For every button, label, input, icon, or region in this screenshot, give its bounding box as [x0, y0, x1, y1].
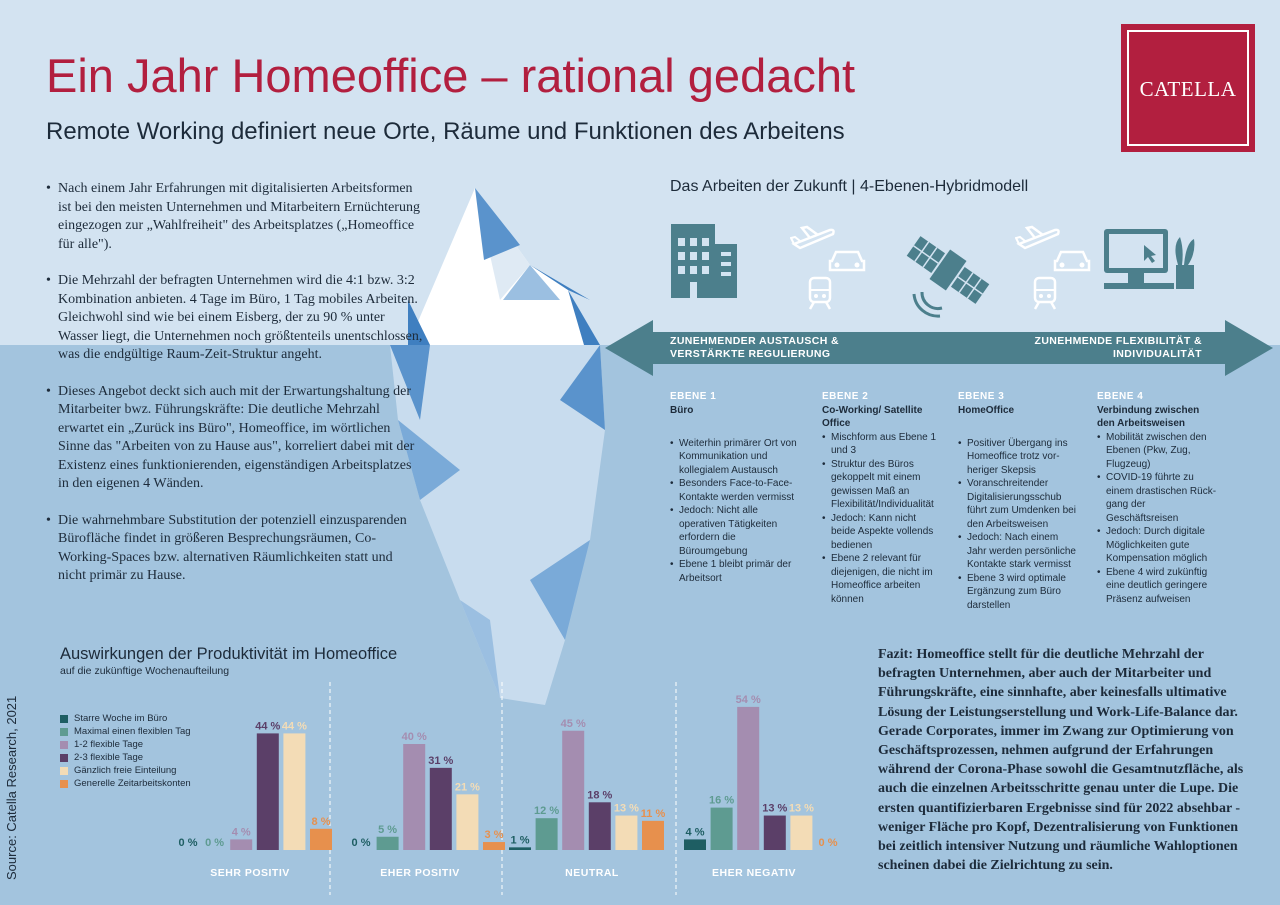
level-item: • Ebene 3 wird optimale Ergänzung zum Büro darstellen — [958, 572, 1076, 613]
model-title: Das Arbeiten der Zukunft | 4-Ebenen-Hybridmodell — [670, 178, 1029, 195]
legend-label: 1-2 flexible Tage — [74, 739, 144, 750]
bar — [430, 768, 452, 850]
catella-logo — [1121, 24, 1255, 152]
home-workstation-icon — [1100, 225, 1200, 307]
bar — [377, 837, 399, 850]
legend-label: Starre Woche im Büro — [74, 713, 168, 724]
level-number: EBENE 2 — [822, 391, 869, 402]
bar-value-label: 44 % — [255, 720, 281, 733]
car-icon — [827, 245, 867, 275]
level-1 — [670, 390, 800, 585]
bar-value-label: 31 % — [428, 754, 454, 767]
level-number: EBENE 3 — [958, 391, 1005, 402]
bar — [283, 733, 305, 850]
bar-value-label: 4 % — [685, 826, 705, 839]
level-item: • Jedoch: Kann nicht beide Aspekte vollends bedienen — [822, 512, 940, 553]
bar-value-label: 16 % — [709, 794, 735, 807]
bar — [764, 816, 786, 850]
bar — [536, 818, 558, 850]
bar-value-label: 4 % — [231, 826, 251, 839]
bullet-item: • Dieses Angebot deckt sich auch mit der Erwartungshaltung der Mitarbeiter bwz. Führungskräfte: Die deutliche Mehrzahl erwartet ein „Zurück ins Büro", Homeoffice, im wörtlichen Sinne das "Arbeiten von zu Hause aus", korreliert dabei mit der Existenz eines funktionierenden, eigenständigen Arbeitsplatzes in den eigenen 4 Wänden. — [44, 383, 424, 494]
level-item: • Voranschreitender Digitalisierungsschub führt zum Umdenken bei den Arbeitsweisen — [958, 477, 1076, 531]
bar-value-label: 44 % — [281, 720, 307, 733]
level-item: • COVID-19 führte zu einem drastischen Rückgang der Geschäftsreisen — [1097, 471, 1219, 525]
bar — [403, 744, 425, 850]
level-item: • Ebene 2 relevant für diejenigen, die nicht im Homeoffice arbeiten können — [822, 552, 940, 606]
level-item: • Struktur des Büros gekoppelt mit einem gewissen Maß an Flexibilität/Individualität — [822, 458, 940, 512]
level-item: • Mobilität zwischen den Ebenen (Pkw, Zug, Flugzeug) — [1097, 431, 1219, 472]
legend-label: 2-3 flexible Tage — [74, 752, 144, 763]
office-building-icon — [665, 218, 745, 300]
level-2 — [822, 390, 940, 606]
bar — [589, 802, 611, 850]
bar — [456, 794, 478, 850]
car-icon — [1052, 245, 1092, 275]
bar-value-label: 12 % — [534, 805, 560, 818]
chart-title: Auswirkungen der Produktivität im Homeoffice — [60, 645, 398, 663]
satellite-icon — [898, 220, 998, 320]
legend-label: Generelle Zeitarbeitskonten — [74, 778, 191, 789]
category-label: EHER POSITIV — [380, 867, 460, 879]
level-name: Büro — [670, 404, 694, 416]
level-item: • Jedoch: Nicht alle operativen Tätigkeiten erfordern die Büroumgebung — [670, 504, 800, 558]
level-3 — [958, 390, 1076, 612]
bar — [684, 839, 706, 850]
level-4 — [1097, 390, 1219, 606]
train-icon — [1031, 276, 1059, 310]
level-item: • Besonders Face-to-Face-Kontakte werden vermisst — [670, 477, 800, 504]
fazit-text: Fazit: Homeoffice stellt für die deutliche Mehrzahl der befragten Unternehmen, aber auch der Mitarbeiter und Führungskräfte, eine sinnhafte, aber keinesfalls ultimative Lösung der Leistungserstellung und Work-Life-Balance dar. Gerade Corporates, immer im Zwang zur Optimierung von Geschäftsprozessen, nehmen aufgrund der Erfahrungen während der Corona-Phase sowohl die Gesamtnutzfläche, als auch die einzelnen Arbeitsschritte genau unter die Lupe. Die ersten quantifizierbaren Ergebnisse sind für 2022 absehbar - weniger Fläche pro Kopf, Dezentralisierung von Funktionen bei zeitlich intensiver Nutzung und räumliche Wahloptionen scheinen dabei die Zielrichtung zu sein. — [878, 647, 1244, 874]
bar — [509, 847, 531, 850]
page-title: Ein Jahr Homeoffice – rational gedacht — [46, 49, 856, 102]
bar-value-label: 0 % — [351, 837, 371, 849]
level-item: • Jedoch: Durch digitale Möglichkeiten gute Kompensation möglich — [1097, 525, 1219, 566]
legend-label: Maximal einen flexiblen Tag — [74, 726, 191, 737]
bar-value-label: 11 % — [640, 807, 666, 820]
bar-value-label: 13 % — [762, 802, 788, 815]
category-label: SEHR POSITIV — [210, 867, 290, 879]
category-label: NEUTRAL — [565, 867, 619, 879]
category-label: EHER NEGATIV — [712, 867, 796, 879]
chart-subtitle: auf die zukünftige Wochenaufteilung — [60, 665, 230, 677]
bullet-item: • Die wahrnehmbare Substitution der potenziell einzusparenden Bürofläche findet in größeren Besprechungsräumen, Co-Working-Spaces bzw. alternativen Räumlichkeiten statt und nicht primär zu Hause. — [44, 512, 424, 586]
productivity-bar-chart — [0, 670, 870, 905]
bar — [737, 707, 759, 850]
bar — [310, 829, 332, 850]
arrow-label-left: ZUNEHMENDER AUSTAUSCH & VERSTÄRKTE REGULIERUNG — [670, 335, 840, 360]
bar-value-label: 1 % — [510, 834, 530, 847]
bar-value-label: 40 % — [401, 731, 427, 743]
level-item: • Weiterhin primärer Ort von Kommunikation und kollegialem Austausch — [670, 437, 800, 478]
bar-value-label: 3 % — [484, 829, 504, 842]
level-name: Verbindung zwischen den Arbeitsweisen — [1097, 404, 1200, 429]
legend-label: Gänzlich freie Einteilung — [74, 765, 177, 776]
bar — [257, 733, 279, 850]
bar — [790, 816, 812, 850]
logo-text: CATELLA — [1139, 77, 1237, 101]
bar-value-label: 45 % — [560, 717, 586, 730]
level-item: • Ebene 1 bleibt primär der Arbeitsort — [670, 558, 800, 585]
page-subtitle: Remote Working definiert neue Orte, Räume und Funktionen des Arbeitens — [46, 118, 845, 145]
train-icon — [806, 276, 834, 310]
level-item: • Mischform aus Ebene 1 und 3 — [822, 431, 940, 458]
bullet-item: • Nach einem Jahr Erfahrungen mit digitalisierten Arbeitsformen ist bei den meisten Unternehmen und Mitarbeitern Ernüchterung eingezogen zur „Wahlfreiheit" des Arbeitsplatzes („Homeoffice für alle"). — [44, 180, 424, 254]
bar — [711, 808, 733, 850]
bar-value-label: 21 % — [454, 781, 480, 794]
bar — [483, 842, 505, 850]
bar-value-label: 0 % — [818, 837, 838, 849]
bar-value-label: 0 % — [178, 837, 198, 849]
bar-value-label: 0 % — [205, 837, 225, 849]
bar — [642, 821, 664, 850]
arrow-label-right: ZUNEHMENDE FLEXIBILITÄT & INDIVIDUALITÄT — [1034, 335, 1202, 360]
level-number: EBENE 4 — [1097, 391, 1144, 402]
level-item: • Positiver Übergang ins Homeoffice trotz vorheriger Skepsis — [958, 437, 1076, 478]
bar-value-label: 5 % — [378, 823, 398, 836]
intro-bullets — [44, 180, 424, 604]
bar-value-label: 13 % — [788, 802, 814, 815]
bar-value-label: 8 % — [311, 815, 331, 828]
bar-value-label: 13 % — [613, 802, 639, 815]
level-number: EBENE 1 — [670, 391, 717, 402]
bullet-item: • Die Mehrzahl der befragten Unternehmen wird die 4:1 bzw. 3:2 Kombination anbieten. 4 Tage im Büro, 1 Tag mobiles Arbeiten. Gleichwohl sind wie bei einem Eisberg, der zu 90 % unter Wasser liegt, die Unternehmen noch größtenteils unentschlossen, was die endgültige Raum-Zeit-Struktur angeht. — [44, 272, 424, 365]
bar — [615, 816, 637, 850]
level-name: HomeOffice — [958, 404, 1015, 416]
bar-value-label: 54 % — [735, 693, 761, 706]
level-item: • Ebene 4 wird zukünftig eine deutlich geringere Präsenz aufweisen — [1097, 566, 1219, 607]
bar-value-label: 18 % — [587, 789, 613, 802]
bar — [230, 839, 252, 850]
bar — [562, 731, 584, 850]
source-note: Source: Catella Research, 2021 — [4, 695, 19, 880]
level-name: Co-Working/ Satellite Office — [822, 404, 923, 429]
level-item: • Jedoch: Nach einem Jahr werden persönliche Kontakte stark vermisst — [958, 531, 1076, 572]
